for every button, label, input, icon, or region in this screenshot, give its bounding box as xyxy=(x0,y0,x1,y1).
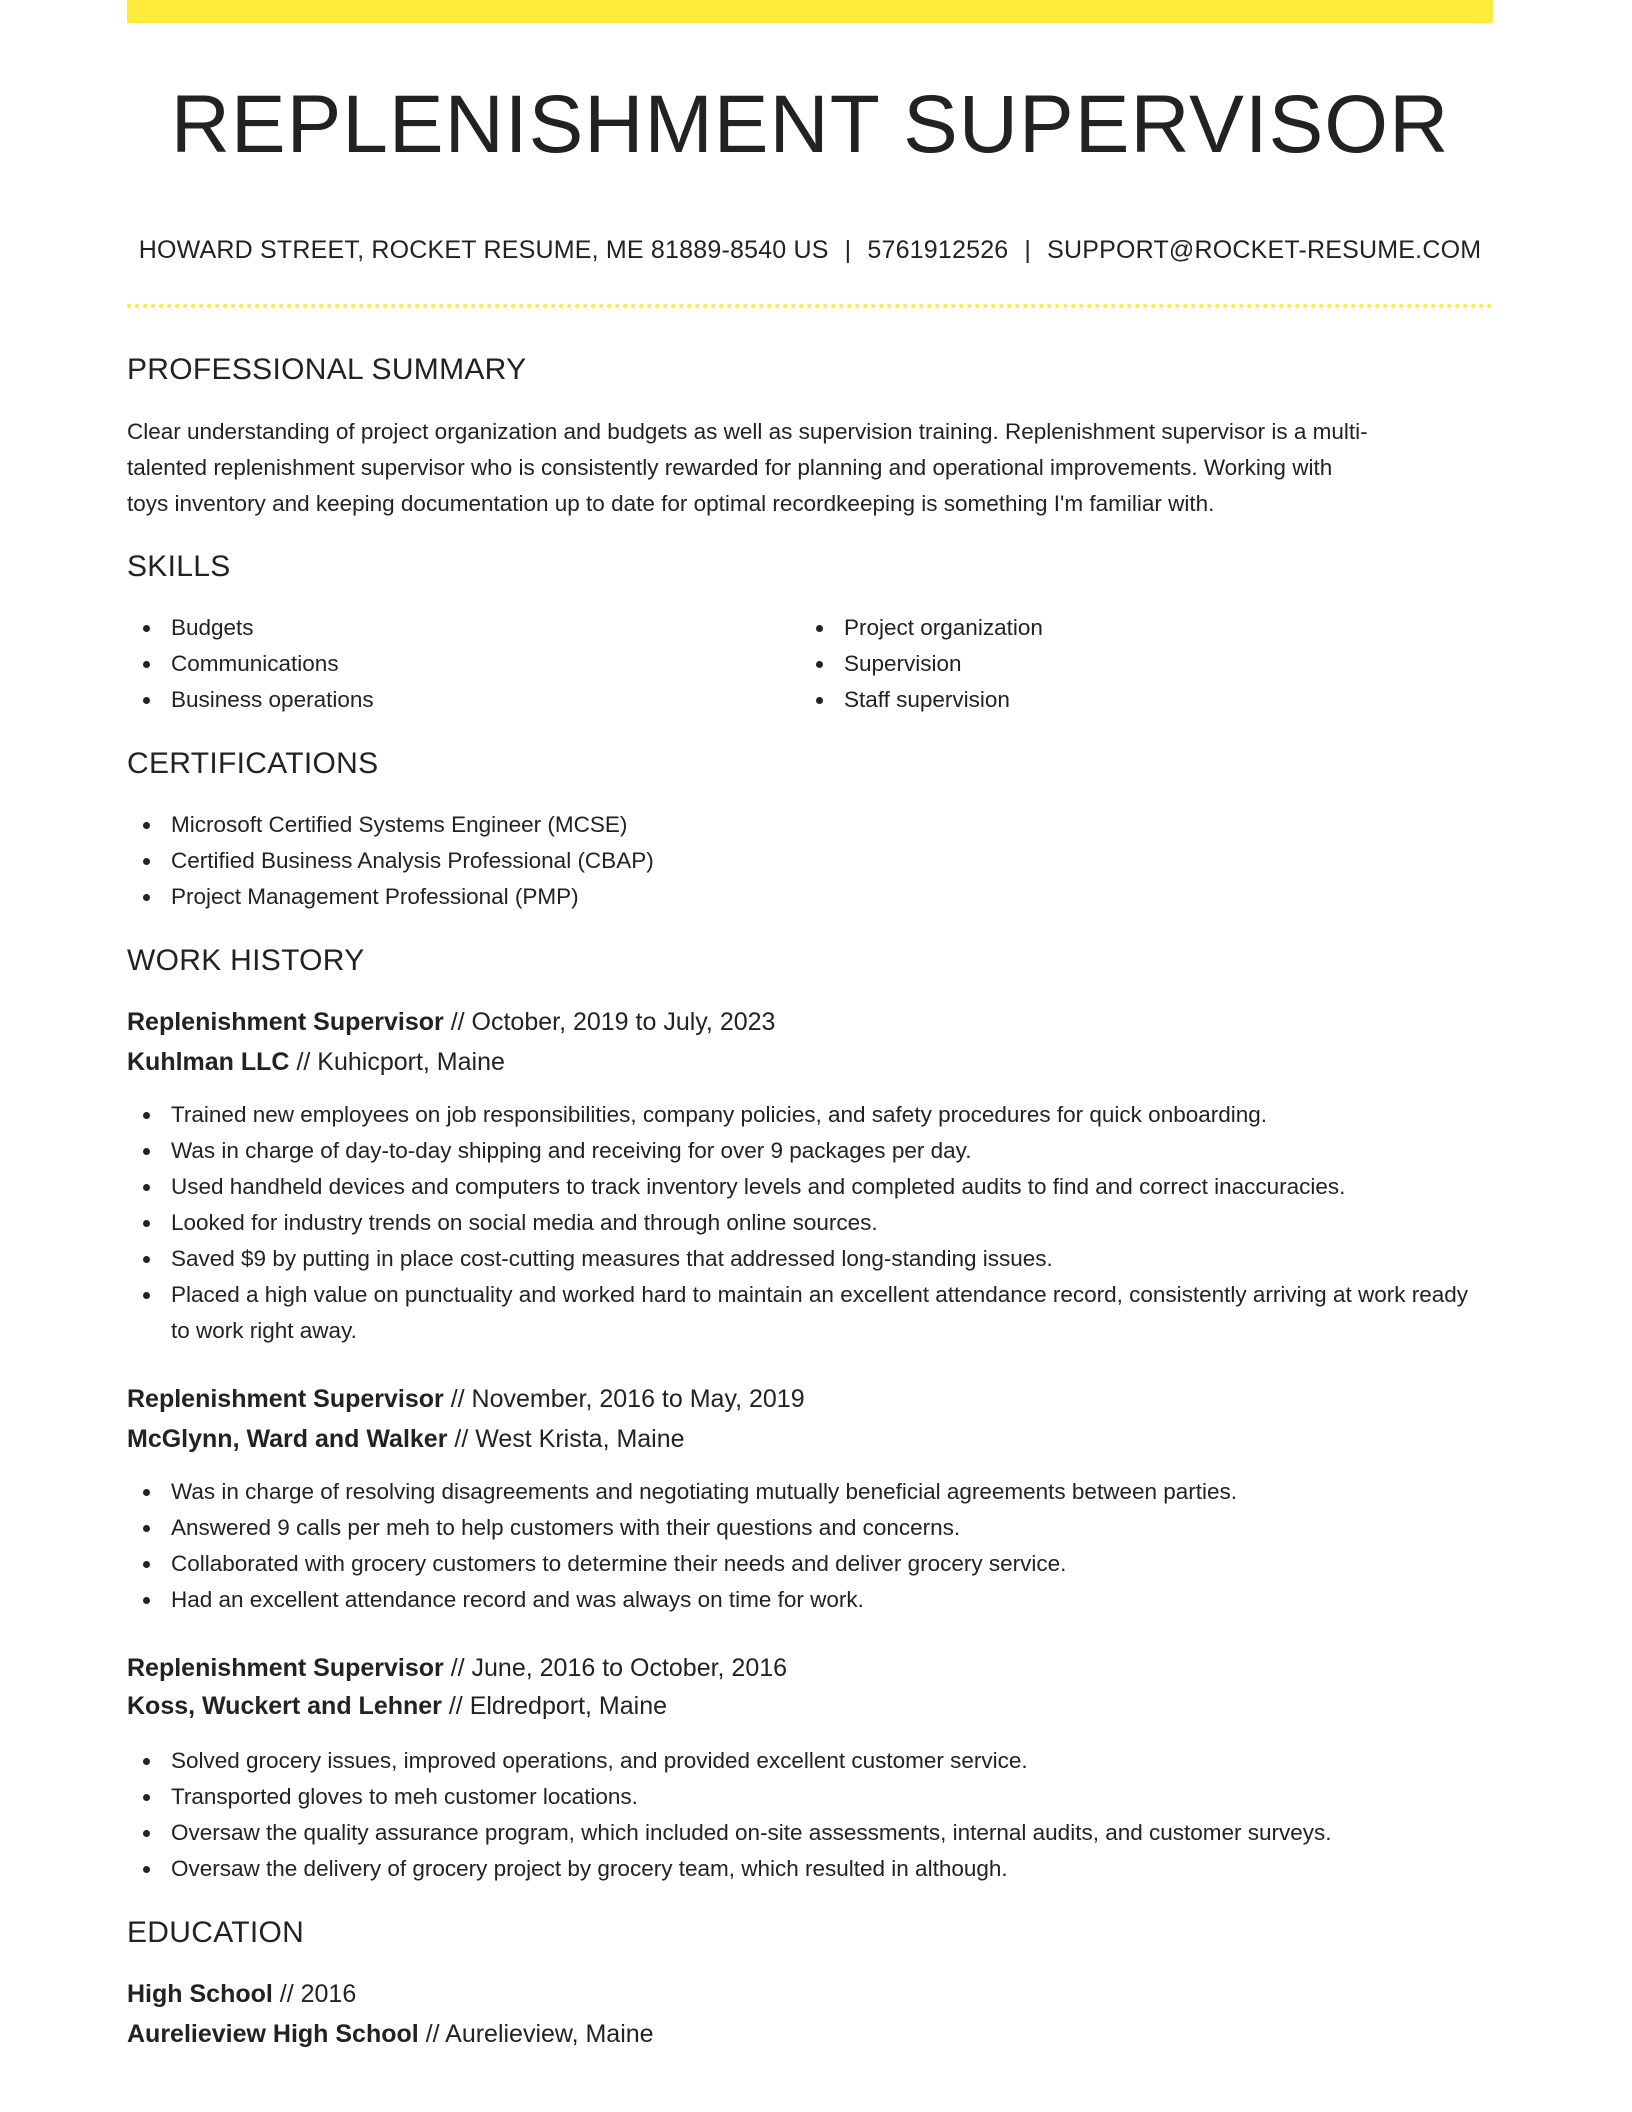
contact-separator: | xyxy=(844,236,852,264)
summary-text xyxy=(127,414,1493,522)
job-bullet: Used handheld devices and computers to track inventory levels and completed audits to find and correct inaccuracies. xyxy=(127,1169,1493,1205)
job-bullets xyxy=(127,1474,1493,1618)
contact-separator: | xyxy=(1024,236,1032,264)
job-company: Koss, Wuckert and Lehner xyxy=(127,1692,442,1720)
job-role: Replenishment Supervisor xyxy=(127,1008,444,1036)
top-accent-bar xyxy=(127,0,1493,23)
job-bullet: Looked for industry trends on social media and through online sources. xyxy=(127,1205,1493,1241)
skill-item: Staff supervision xyxy=(800,682,1460,718)
job-bullet: Was in charge of resolving disagreements and negotiating mutually beneficial agreements between parties. xyxy=(127,1474,1493,1510)
summary-heading: PROFESSIONAL SUMMARY xyxy=(127,353,527,386)
job-title-line xyxy=(127,1385,805,1414)
skill-item: Business operations xyxy=(127,682,787,718)
job-bullet: Solved grocery issues, improved operations, and provided excellent customer service. xyxy=(127,1743,1493,1779)
contact-phone[interactable]: 5761912526 xyxy=(867,236,1009,264)
summary-line: toys inventory and keeping documentation up to date for optimal recordkeeping is something I'm familiar with. xyxy=(127,491,1215,516)
job-bullet: Had an excellent attendance record and was always on time for work. xyxy=(127,1582,1493,1618)
skills-heading: SKILLS xyxy=(127,550,231,583)
job-company-line xyxy=(127,1048,505,1077)
education-year: // 2016 xyxy=(272,1980,357,2008)
skill-item: Supervision xyxy=(800,646,1460,682)
job-company-line xyxy=(127,1692,667,1721)
skills-list-right xyxy=(800,610,1460,718)
education-school: Aurelieview High School xyxy=(127,2020,419,2048)
job-location: // Kuhicport, Maine xyxy=(289,1048,505,1076)
education-degree-line xyxy=(127,1980,356,2009)
job-title-line xyxy=(127,1008,775,1037)
job-bullet: Placed a high value on punctuality and worked hard to maintain an excellent attendance record, consistently arriving at work ready to work right away. xyxy=(127,1277,1493,1349)
job-dates: // June, 2016 to October, 2016 xyxy=(443,1654,788,1682)
job-company: McGlynn, Ward and Walker xyxy=(127,1425,448,1453)
job-bullet: Saved $9 by putting in place cost-cutting measures that addressed long-standing issues. xyxy=(127,1241,1493,1277)
job-bullet: Transported gloves to meh customer locations. xyxy=(127,1779,1493,1815)
job-bullet: Collaborated with grocery customers to determine their needs and deliver grocery service. xyxy=(127,1546,1493,1582)
job-bullet: Oversaw the quality assurance program, which included on-site assessments, internal audits, and customer surveys. xyxy=(127,1815,1493,1851)
contact-email[interactable]: SUPPORT@ROCKET-RESUME.COM xyxy=(1047,236,1482,264)
skill-item: Communications xyxy=(127,646,787,682)
certifications-list xyxy=(127,807,1493,915)
candidate-title: REPLENISHMENT SUPERVISOR xyxy=(170,79,1450,170)
job-dates: // October, 2019 to July, 2023 xyxy=(443,1008,776,1036)
job-bullet: Answered 9 calls per meh to help customers with their questions and concerns. xyxy=(127,1510,1493,1546)
job-location: // Eldredport, Maine xyxy=(441,1692,668,1720)
job-company-line xyxy=(127,1425,685,1454)
job-title-line xyxy=(127,1654,787,1683)
job-bullet: Trained new employees on job responsibilities, company policies, and safety procedures for quick onboarding. xyxy=(127,1097,1493,1133)
education-degree: High School xyxy=(127,1980,273,2008)
job-role: Replenishment Supervisor xyxy=(127,1654,444,1682)
job-bullet: Was in charge of day-to-day shipping and receiving for over 9 packages per day. xyxy=(127,1133,1493,1169)
header-divider xyxy=(127,304,1493,308)
summary-line: Clear understanding of project organization and budgets as well as supervision training. Replenishment supervisor is a multi- xyxy=(127,419,1368,444)
skill-item: Budgets xyxy=(127,610,787,646)
job-bullets xyxy=(127,1097,1493,1349)
contact-line xyxy=(127,236,1493,265)
job-bullet: Oversaw the delivery of grocery project by grocery team, which resulted in although. xyxy=(127,1851,1493,1887)
job-dates: // November, 2016 to May, 2019 xyxy=(443,1385,805,1413)
summary-line: talented replenishment supervisor who is consistently rewarded for planning and operational improvements. Working with xyxy=(127,455,1333,480)
skills-list-left xyxy=(127,610,787,718)
job-role: Replenishment Supervisor xyxy=(127,1385,444,1413)
job-company: Kuhlman LLC xyxy=(127,1048,290,1076)
certification-item: Project Management Professional (PMP) xyxy=(127,879,1493,915)
work-history-heading: WORK HISTORY xyxy=(127,944,365,977)
education-heading: EDUCATION xyxy=(127,1916,305,1949)
certification-item: Certified Business Analysis Professional (CBAP) xyxy=(127,843,1493,879)
contact-address: HOWARD STREET, ROCKET RESUME, ME 81889-8540 US xyxy=(138,236,829,264)
skill-item: Project organization xyxy=(800,610,1460,646)
education-location: // Aurelieview, Maine xyxy=(418,2020,654,2048)
certification-item: Microsoft Certified Systems Engineer (MCSE) xyxy=(127,807,1493,843)
job-bullets xyxy=(127,1743,1493,1887)
job-location: // West Krista, Maine xyxy=(447,1425,685,1453)
education-school-line xyxy=(127,2020,654,2049)
certifications-heading: CERTIFICATIONS xyxy=(127,747,379,780)
